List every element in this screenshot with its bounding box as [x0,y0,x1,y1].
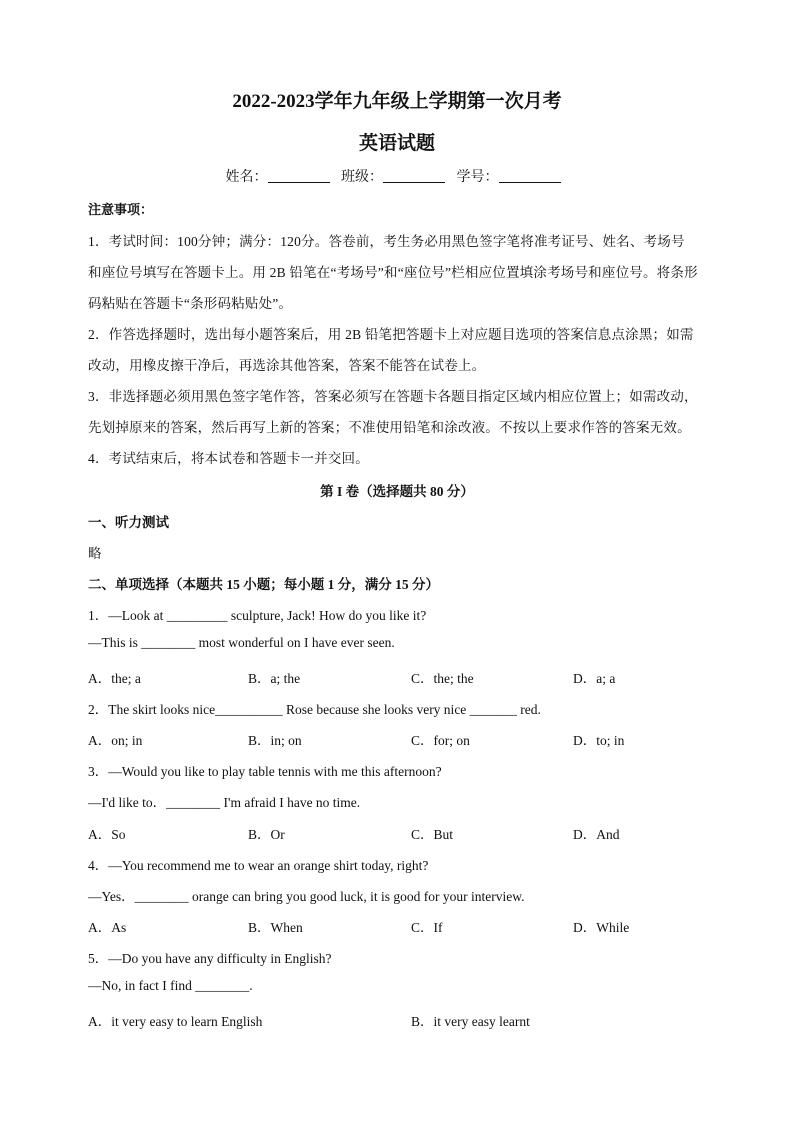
class-field[interactable] [383,168,445,183]
single-choice-heading: 二、单项选择（本题共 15 小题；每小题 1 分，满分 15 分） [88,577,439,592]
notice-line: 3．非选择题必须用黑色签字笔作答，答案必须写在答题卡各题目指定区域内相应位置上；如需改动， [88,389,698,404]
option-b[interactable]: B．When [248,920,303,935]
notice-heading: 注意事项： [88,202,154,217]
option-a[interactable]: A．As [88,920,127,935]
name-field[interactable] [268,168,330,183]
question-stem: 5．—Do you have any difficulty in English? [88,951,332,966]
option-a[interactable]: A．it very easy to learn English [88,1014,263,1029]
listening-heading: 一、听力测试 [88,515,169,530]
option-b[interactable]: B．in; on [248,733,302,748]
option-b[interactable]: B．a; the [248,671,301,686]
question-stem: 3．—Would you like to play table tennis with me this afternoon? [88,764,442,779]
question-stem: —No, in fact I find ________. [88,978,253,993]
part1-title: 第 I 卷（选择题共 80 分） [320,484,474,499]
notice-line: 改动，用橡皮擦干净后，再选涂其他答案，答案不能答在试卷上。 [88,358,486,373]
option-c[interactable]: C．for; on [411,733,470,748]
question-stem: —I'd like to．________ I'm afraid I have no time. [88,795,361,810]
class-label: 班级： [341,170,383,185]
notice-line: 2．作答选择题时，选出每小题答案后，用 2B 铅笔把答题卡上对应题目选项的答案信息点涂黑；如需 [88,327,694,342]
option-a[interactable]: A．on; in [88,733,143,748]
question-stem: 1．—Look at _________ sculpture, Jack! How do you like it? [88,608,427,623]
listening-note: 略 [88,546,102,561]
id-field[interactable] [499,168,561,183]
option-a[interactable]: A．So [88,827,126,842]
question-stem: —Yes．________ orange can bring you good luck, it is good for your interview. [88,889,525,904]
notice-line: 1．考试时间：100分钟；满分：120分。答卷前，考生务必用黑色签字笔将准考证号、姓名、考场号 [88,234,685,249]
option-c[interactable]: C．But [411,827,454,842]
option-b[interactable]: B．Or [248,827,285,842]
question-stem: 4．—You recommend me to wear an orange shirt today, right? [88,858,429,873]
option-b[interactable]: B．it very easy learnt [411,1014,530,1029]
question-stem: —This is ________ most wonderful on I have ever seen. [88,635,395,650]
option-d[interactable]: D．And [573,827,620,842]
name-label: 姓名： [225,170,268,185]
option-c[interactable]: C．If [411,920,443,935]
exam-subtitle: 英语试题 [358,133,435,154]
student-info-row [0,166,794,186]
option-c[interactable]: C．the; the [411,671,474,686]
option-d[interactable]: D．While [573,920,630,935]
question-stem: 2．The skirt looks nice__________ Rose because she looks very nice _______ red. [88,702,541,717]
notice-line: 先划掉原来的答案，然后再写上新的答案；不准使用铅笔和涂改液。不按以上要求作答的答案无效。 [88,420,691,435]
notice-line: 和座位号填写在答题卡上。用 2B 铅笔在“考场号”和“座位号”栏相应位置填涂考场号和座位号。将条形 [88,265,698,280]
exam-title: 2022-2023学年九年级上学期第一次月考 [232,91,562,112]
option-d[interactable]: D．a; a [573,671,616,686]
option-a[interactable]: A．the; a [88,671,141,686]
notice-line: 4．考试结束后，将本试卷和答题卡一并交回。 [88,451,369,466]
id-label: 学号： [456,170,499,185]
notice-line: 码粘贴在答题卡“条形码粘贴处”。 [88,296,293,311]
option-d[interactable]: D．to; in [573,733,625,748]
